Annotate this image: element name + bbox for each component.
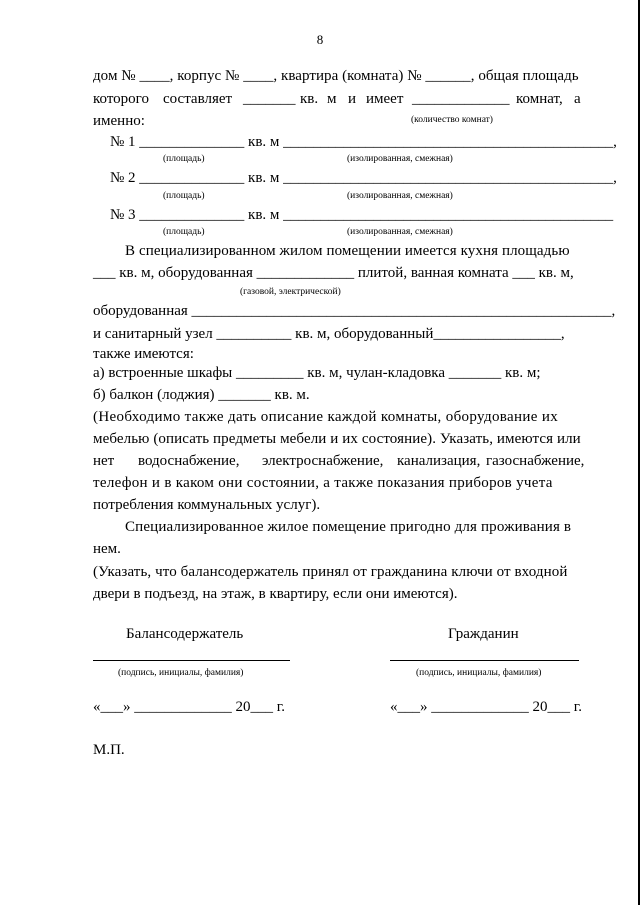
kitchen-line-1: В специализированном жилом помещении имеется кухня площадью: [125, 243, 570, 259]
equipped-line: оборудованная ________________________________________________________,: [93, 303, 616, 319]
room-1-type-caption: (изолированная, смежная): [347, 154, 453, 164]
citizen-date-line: «___» _____________ 20___ г.: [390, 699, 582, 715]
room-2-type-caption: (изолированная, смежная): [347, 191, 453, 201]
item-a-line: а) встроенные шкафы _________ кв. м, чулан-кладовка _______ кв. м;: [93, 365, 541, 381]
room-2-line: № 2 ______________ кв. м ____________________________________________,: [110, 170, 617, 186]
fitness-line-2: нем.: [93, 541, 121, 557]
rooms-count-caption: (количество комнат): [411, 115, 493, 125]
room-3-line: № 3 ______________ кв. м ____________________________________________: [110, 207, 614, 223]
citizen-signature-caption: (подпись, инициалы, фамилия): [416, 668, 542, 678]
stove-type-caption: (газовой, электрической): [240, 287, 341, 297]
stamp-place-label: М.П.: [93, 742, 125, 758]
holder-signature-line: [93, 660, 290, 661]
holder-signature-caption: (подпись, инициалы, фамилия): [118, 668, 244, 678]
citizen-signature-line: [390, 660, 579, 661]
room-3-type-caption: (изолированная, смежная): [347, 227, 453, 237]
note-line-2: мебелью (описать предметы мебели и их состояние). Указать, имеются или: [93, 431, 581, 447]
page-number: 8: [316, 32, 324, 47]
also-label: также имеются:: [93, 346, 194, 362]
holder-date-line: «___» _____________ 20___ г.: [93, 699, 285, 715]
kitchen-line-2: ___ кв. м, оборудованная _____________ плитой, ванная комната ___ кв. м,: [93, 265, 574, 281]
toilet-line: и санитарный узел __________ кв. м, оборудованный_________________,: [93, 326, 565, 342]
room-2-area-caption: (площадь): [163, 191, 205, 201]
item-b-line: б) балкон (лоджия) _______ кв. м.: [93, 387, 310, 403]
document-page: 8 дом № ____, корпус № ____, квартира (комната) № ______, общая площадь которого составляет _______ кв. м и имеет _____________ комнат, а именно: (количество комнат) № 1 ______________ кв. м ____________________________________________, (площадь) (изолированная, смежная) № 2 ______________ кв. м ____________________________________________, (площадь) (изолированная, смежная) № 3 ______________ кв. м ____________________________________________ (площадь) (изолированная, смежная) В специализированном жилом помещении имеется кухня площадью ___ кв. м, оборудованная _____________ плитой, ванная комната ___ кв. м, (газовой, электрической) оборудованная ________________________________________________________, и санитарный узел __________ кв. м, оборудованный_________________, также имеются: а) встроенные шкафы _________ кв. м, чулан-кладовка _______ кв. м; б) балкон (лоджия) _______ кв. м. (Необходимо также дать описание каждой комнаты, оборудование их мебелью (описать предметы мебели и их состояние). Указать, имеются или нет водоснабжение, электроснабжение, канализация, газоснабжение, телефон и в каком они состоянии, а также показания приборов учета потребления коммунальных услуг). Специализированное жилое помещение пригодно для проживания в нем. (Указать, что балансодержатель принял от гражданина ключи от входной двери в подъезд, на этаж, в квартиру, если они имеются). Балансодержатель Гражданин (подпись, инициалы, фамилия) (подпись, инициалы, фамилия) «___» _____________ 20___ г. «___» _____________ 20___ г. М.П.: [0, 0, 640, 905]
room-3-area-caption: (площадь): [163, 227, 205, 237]
namely-label: именно:: [93, 113, 145, 129]
note-line-1: (Необходимо также дать описание каждой комнаты, оборудование их: [93, 409, 559, 425]
holder-title: Балансодержатель: [126, 626, 244, 642]
keys-line-2: двери в подъезд, на этаж, в квартиру, если они имеются).: [93, 586, 458, 602]
room-1-area-caption: (площадь): [163, 154, 205, 164]
fitness-line-1: Специализированное жилое помещение пригодно для проживания в: [125, 519, 572, 535]
citizen-title: Гражданин: [448, 626, 519, 642]
room-1-line: № 1 ______________ кв. м ____________________________________________,: [110, 134, 617, 150]
note-line-5: потребления коммунальных услуг).: [93, 497, 321, 513]
note-line-4: телефон и в каком они состоянии, а также показания приборов учета: [93, 475, 553, 491]
keys-line-1: (Указать, что балансодержатель принял от гражданина ключи от входной: [93, 564, 568, 580]
address-line: дом № ____, корпус № ____, квартира (комната) № ______, общая площадь: [93, 68, 579, 84]
